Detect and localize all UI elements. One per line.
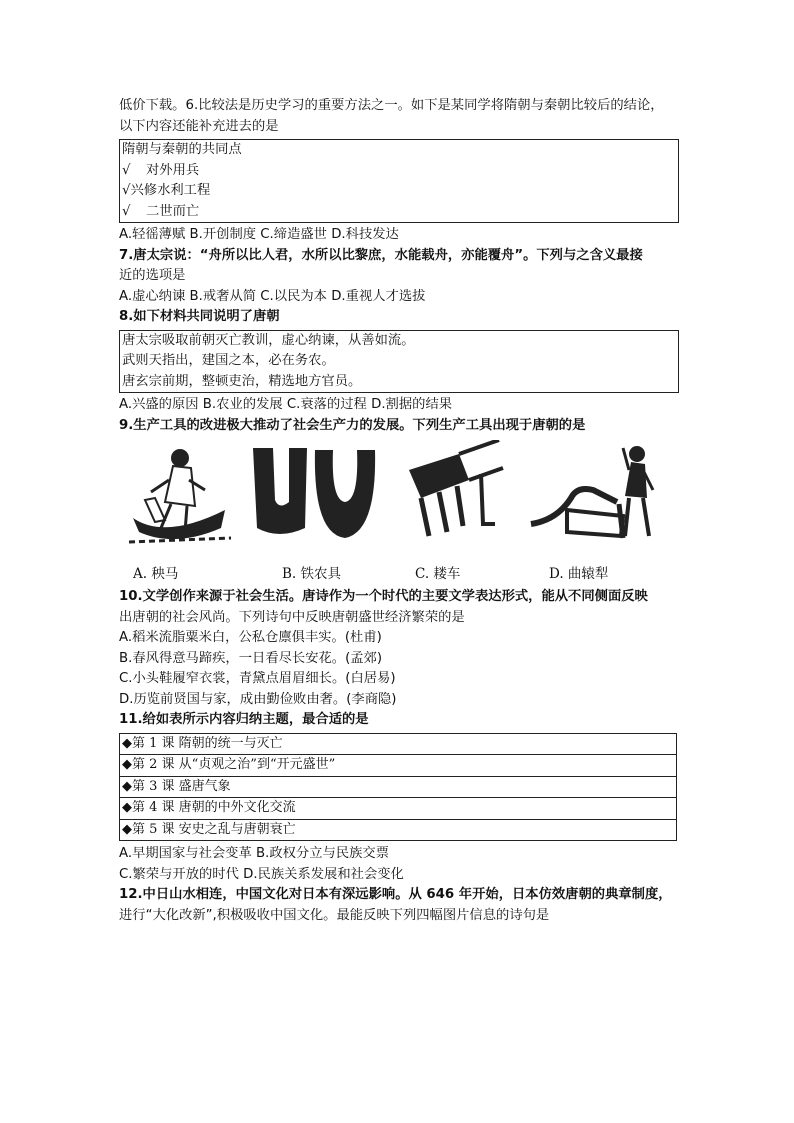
curved-plough-image: [527, 440, 667, 560]
exam-page: [119, 96, 679, 926]
q6-item: [120, 161, 678, 182]
q11-lesson-table: [119, 733, 677, 842]
q12-stem: 12.中日山水相连，中国文化对日本有深远影响。从 646 年开始，日本仿效唐朝的典章制度，: [119, 887, 672, 902]
q6-item-text: 二世而亡: [146, 203, 200, 219]
q12-stem-cont: 进行“大化改新”,积极吸收中国文化。最能反映下列四幅图片信息的诗句是: [119, 907, 550, 923]
q6-comparison-box: [119, 139, 679, 223]
caption-a: A. 秧马: [133, 566, 179, 582]
caption-d: D. 曲辕犁: [549, 566, 609, 582]
check-mark-icon: √: [122, 183, 131, 198]
table-cell: ◆第 5 课 安史之乱与唐朝衰亡: [120, 819, 677, 841]
table-row: [120, 798, 677, 820]
q8-material: 唐玄宗前期，整顿吏治，精选地方官员。: [122, 373, 362, 389]
table-row: [120, 755, 677, 777]
q6-item-text: 对外用兵: [146, 162, 200, 178]
table-cell: ◆第 1 课 隋朝的统一与灭亡: [120, 733, 677, 755]
caption-b: B. 铁农具: [282, 566, 342, 582]
q6-item: [120, 202, 678, 223]
q8-material: 唐太宗吸取前朝灭亡教训，虚心纳谏，从善如流。: [122, 332, 415, 348]
table-row: [120, 776, 677, 798]
q8-material: 武则天指出，建国之本，必在务农。: [122, 353, 335, 368]
q8-options: A.兴盛的原因 B.农业的发展 C.衰落的过程 D.割据的结果: [119, 397, 453, 412]
table-cell: ◆第 2 课 从“贞观之治”到“开元盛世”: [120, 755, 677, 777]
iron-tools-image: [249, 440, 379, 550]
q7-stem: 7.唐太宗说：“舟所以比人君，水所以比黎庶，水能载舟，亦能覆舟”。下列与之含义最接: [119, 247, 643, 263]
q8-stem: 8.如下材料共同说明了唐朝: [119, 309, 280, 324]
q11-options-ab: A.早期国家与社会变革 B.政权分立与民族交票: [119, 846, 390, 861]
q10-option-a: A.稻米流脂粟米白，公私仓廪俱丰实。(杜甫): [119, 630, 382, 645]
check-mark-icon: √: [122, 162, 131, 178]
table-row: [120, 819, 677, 841]
text-line: 低价下载。6.比较法是历史学习的重要方法之一。如下是某同学将隋朝与秦朝比较后的结论，: [119, 98, 664, 113]
q6-options: A.轻徭薄赋 B.开创制度 C.缔造盛世 D.科技发达: [119, 227, 399, 242]
check-mark-icon: √: [122, 203, 131, 219]
q6-box-title: 隋朝与秦朝的共同点: [122, 142, 242, 157]
q6-item-text: 兴修水利工程: [130, 183, 211, 198]
q7-stem-cont: 近的选项是: [119, 268, 186, 283]
table-cell: ◆第 4 课 唐朝的中外文化交流: [120, 798, 677, 820]
q11-stem: 11.给如表所示内容归纳主题，最合适的是: [119, 712, 369, 727]
q10-stem: 10.文学创作来源于社会生活。唐诗作为一个时代的主要文学表达形式，能从不同侧面反映: [119, 589, 648, 604]
caption-c: C. 耧车: [415, 566, 461, 582]
q10-option-b: B.春风得意马蹄疾，一日看尽长安花。(孟郊): [119, 650, 383, 666]
q9-tools-figure: [119, 440, 679, 585]
q6-item: [120, 181, 678, 202]
q11-options-cd: C.繁荣与开放的时代 D.民族关系发展和社会变化: [119, 866, 404, 882]
q9-stem: 9.生产工具的改进极大推动了社会生产力的发展。下列生产工具出现于唐朝的是: [119, 417, 586, 433]
q10-stem-cont: 出唐朝的社会风尚。下列诗句中反映唐朝盛世经济繁荣的是: [119, 609, 465, 625]
q10-option-d: D.历览前贤国与家，成由勤俭败由奢。(李商隐): [119, 691, 397, 707]
seedling-horse-image: [125, 440, 235, 560]
q10-option-c: C.小头鞋履窄衣裳，青黛点眉眉细长。(白居易): [119, 671, 396, 686]
q7-options: A.虚心纳谏 B.戒奢从简 C.以民为本 D.重视人才选拔: [119, 288, 426, 304]
seed-drill-image: [399, 440, 509, 560]
table-cell: ◆第 3 课 盛唐气象: [120, 776, 677, 798]
text-line: 以下内容还能补充进去的是: [119, 118, 279, 134]
table-row: [120, 733, 677, 755]
q8-material-box: [119, 330, 679, 394]
